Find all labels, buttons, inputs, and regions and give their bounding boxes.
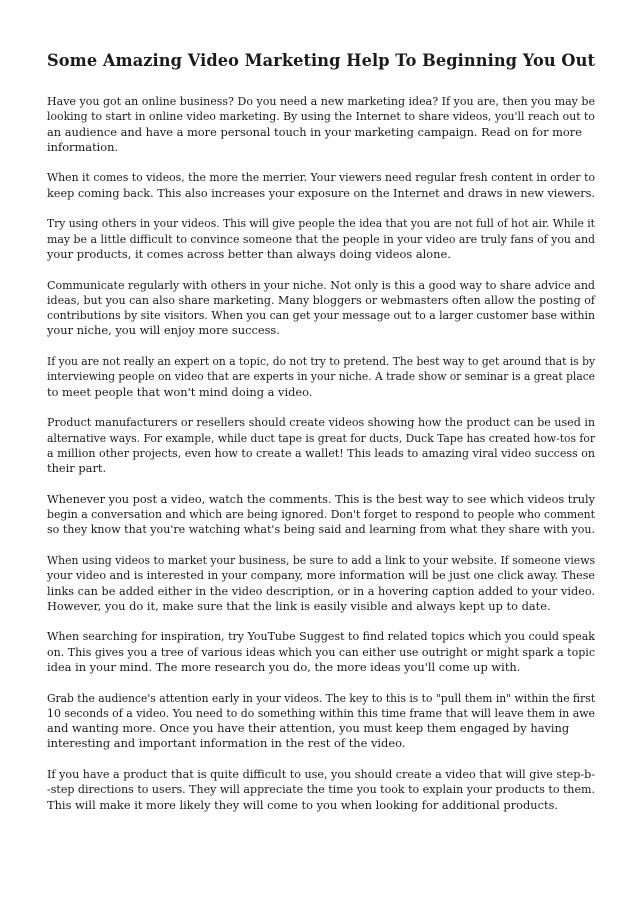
paragraph-line: and wanting more. Once you have their attention, you must keep them engaged by having: [47, 721, 570, 736]
paragraph-line: looking to start in online video marketing. By using the Internet to share videos, you'll reach out to: [47, 109, 595, 124]
paragraph: [47, 216, 595, 262]
paragraph: [47, 170, 595, 201]
paragraph-line: your niche, you will enjoy more success.: [47, 323, 280, 338]
paragraph-line: Whenever you post a video, watch the comments. This is the best way to see which videos truly: [47, 491, 595, 506]
paragraph: [47, 767, 595, 813]
paragraph: [47, 691, 595, 752]
paragraph-line: may be a little difficult to convince someone that the people in your video are truly fans of you and: [47, 231, 595, 246]
paragraph-line: -step directions to users. They will appreciate the time you took to explain your products to them.: [47, 782, 595, 797]
paragraph-line: idea in your mind. The more research you do, the more ideas you'll come up with.: [47, 659, 521, 674]
paragraph-line: keep coming back. This also increases your exposure on the Internet and draws in new viewers.: [47, 185, 595, 200]
paragraph-line: Grab the audience's attention early in your videos. The key to this is to "pull them in" within the first: [47, 690, 595, 705]
paragraph-line: a million other projects, even how to create a wallet! This leads to amazing viral video success on: [47, 445, 595, 460]
paragraph: [47, 354, 595, 400]
document-page: [47, 50, 595, 828]
paragraph-line: ideas, but you can also share marketing. Many bloggers or webmasters often allow the posting of: [47, 292, 595, 307]
paragraph-line: an audience and have a more personal touch in your marketing campaign. Read on for more: [47, 124, 582, 139]
paragraph-line: 10 seconds of a video. You need to do something within this time frame that will leave them in awe: [47, 705, 595, 720]
paragraph-line: When using videos to market your business, be sure to add a link to your website. If someone views: [47, 552, 595, 567]
paragraph: [47, 553, 595, 614]
paragraph-line: links can be added either in the video description, or in a hovering caption added to your video.: [47, 583, 595, 598]
paragraph-line: so they know that you're watching what's being said and learning from what they share with you.: [47, 522, 595, 537]
paragraph: [47, 415, 595, 476]
paragraph: [47, 278, 595, 339]
paragraph-line: begin a conversation and which are being ignored. Don't forget to respond to people who comment: [47, 507, 595, 522]
paragraph-line: information.: [47, 139, 119, 154]
paragraph-line: This will make it more likely they will come to you when looking for additional products.: [47, 797, 559, 812]
paragraph-line: When searching for inspiration, try YouTube Suggest to find related topics which you could speak: [47, 629, 595, 644]
paragraph-line: interviewing people on video that are experts in your niche. A trade show or seminar is a great place: [47, 369, 595, 384]
paragraph-line: their part.: [47, 461, 107, 476]
paragraph-line: interesting and important information in the rest of the video.: [47, 736, 406, 751]
paragraph-line: your video and is interested in your company, more information will be just one click away. These: [47, 568, 595, 583]
paragraph-line: to meet people that won't mind doing a video.: [47, 384, 313, 399]
paragraph-line: contributions by site visitors. When you can get your message out to a larger customer base within: [47, 308, 595, 323]
paragraph-line: If you are not really an expert on a topic, do not try to pretend. The best way to get around that is by: [47, 354, 595, 369]
paragraph-line: Product manufacturers or resellers should create videos showing how the product can be used in: [47, 415, 595, 430]
paragraph-line: When it comes to videos, the more the merrier. Your viewers need regular fresh content in order to: [47, 170, 595, 185]
paragraph-line: If you have a product that is quite difficult to use, you should create a video that will give step-b-: [47, 767, 595, 782]
paragraph-line: Communicate regularly with others in your niche. Not only is this a good way to share advice and: [47, 277, 595, 292]
paragraph: [47, 94, 595, 155]
paragraph-line: alternative ways. For example, while duct tape is great for ducts, Duck Tape has created how-tos for: [47, 430, 595, 445]
paragraph-line: Have you got an online business? Do you need a new marketing idea? If you are, then you may be: [47, 94, 595, 108]
paragraph-line: Try using others in your videos. This will give people the idea that you are not full of hot air. While it: [47, 216, 595, 231]
paragraph: [47, 492, 595, 538]
paragraph-line: your products, it comes across better than always doing videos alone.: [47, 246, 451, 261]
paragraph-line: However, you do it, make sure that the link is easily visible and always kept up to date.: [47, 598, 551, 613]
document-body: [47, 94, 595, 813]
page-title: Some Amazing Video Marketing Help To Beginning You Out: [47, 51, 595, 70]
paragraph-line: on. This gives you a tree of various ideas which you can either use outright or might spark a topic: [47, 644, 595, 659]
paragraph: [47, 629, 595, 675]
